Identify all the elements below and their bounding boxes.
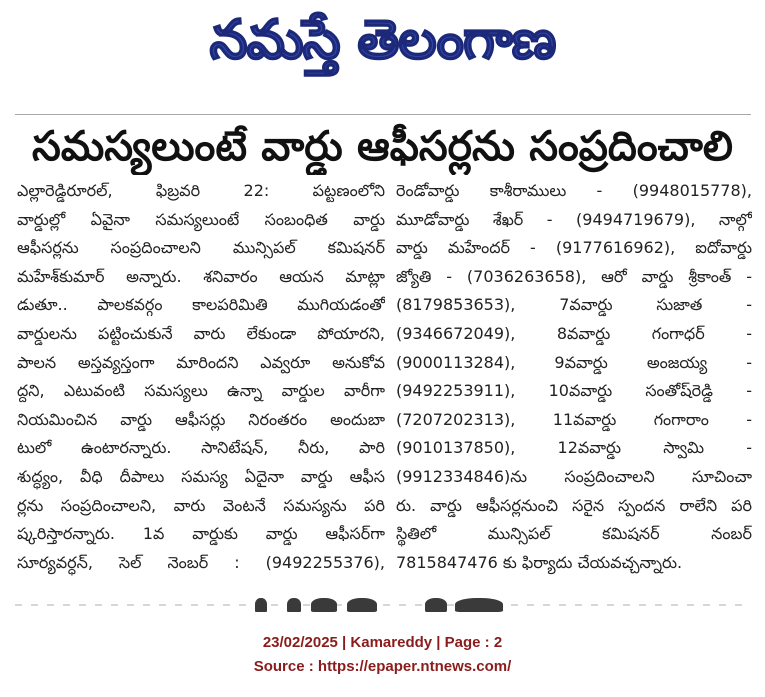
article-line: మహేశ్‌కుమార్ అన్నారు. శనివారం ఆయన మాట్లా: [17, 266, 385, 286]
footer-edition-info: 23/02/2025 | Kamareddy | Page : 2: [262, 634, 503, 651]
masthead-divider: [15, 114, 751, 115]
cut-off-next-headline: [15, 594, 751, 616]
article-line: పాలన అస్తవ్యస్తంగా మారిందని ఎవ్వరూ అనుకోవ: [17, 352, 385, 372]
cut-off-glyph: [287, 598, 301, 612]
article-line: టులో ఉంటారన్నారు. సానిటేషన్, నీరు, పారి: [17, 438, 385, 458]
article-line: రు. వార్డు ఆఫీసర్లనుంచి సరైన స్పందన రాలేని పరి: [396, 495, 752, 515]
article-column-left: [17, 177, 385, 578]
cut-off-text-trace: [15, 604, 751, 606]
article-line: (9492253911), 10వవార్డు సంతోష్‌రెడ్డి -: [396, 381, 752, 401]
article-line: ర్లను సంప్రదించాలని, వారు వెంటనే సమస్యను పరి: [17, 495, 385, 515]
footer-source: Source : https://epaper.ntnews.com/: [253, 658, 512, 675]
article-line: (7207202313), 11వవార్డు గంగారాం -: [396, 409, 752, 429]
article-headline: సమస్యలుంటే వార్డు ఆఫీసర్లను సంప్రదించాలి: [32, 122, 733, 170]
article-line: రెండోవార్డు కాశీరాములు - (9948015778),: [396, 181, 752, 200]
article-line: శుద్ధ్యం, వీధి దీపాలు సమస్య ఏదైనా వార్డు ఆఫీస: [17, 466, 385, 486]
masthead-logo: నమస్తే తెలంగాణ: [209, 8, 556, 71]
article-line: నియమించిన వార్డు ఆఫీసర్లు నిరంతరం అందుబా: [17, 409, 385, 429]
article-line: ష్కరిస్తారన్నారు. 1వ వార్డుకు వార్డు ఆఫీసర్‌గా: [17, 524, 385, 544]
article-line: 7815847476 కు ఫిర్యాదు చేయవచ్చన్నారు.: [396, 552, 683, 572]
cut-off-glyph: [255, 598, 267, 612]
article-line: ఎల్లారెడ్డిరూరల్, ఫిబ్రవరి 22: పట్టణంలోని: [17, 181, 385, 200]
article-line: వార్డులను పట్టించుకునే వారు లేకుండా పోయారని,: [17, 323, 385, 343]
article-line: సూర్యవర్ధన్, సెల్ నెంబర్ : (9492255376),: [17, 552, 385, 572]
article-line: ఆఫీసర్లను సంప్రదించాలని మున్సిపల్ కమిషనర్: [17, 238, 385, 258]
article-column-right: [396, 177, 752, 578]
article-line: వార్డు మహేందర్ - (9177616962), ఐదోవార్డు: [396, 238, 752, 258]
article-line: ద్దని, ఎటువంటి సమస్యలు ఉన్నా వార్డుల వారీగా: [17, 381, 385, 401]
article-line: జ్యోతి - (7036263658), ఆరో వార్డు శ్రీకాంత్ -: [396, 266, 752, 286]
article-line: (9010137850), 12వవార్డు స్వామి -: [396, 438, 752, 458]
cut-off-glyph: [425, 598, 447, 612]
article-line: స్థితిలో మున్సిపల్ కమిషనర్ నంబర్: [396, 524, 752, 544]
article-line: (9912334846)ను సంప్రదించాలని సూచించా: [396, 466, 752, 486]
cut-off-glyph: [347, 598, 377, 612]
cut-off-glyph: [311, 598, 337, 612]
article-line: (8179853653), 7వవార్డు సుజాత -: [396, 295, 752, 315]
article-line: (9346672049), 8వవార్డు గంగాధర్ -: [396, 323, 752, 343]
article-line: మూడోవార్డు శేఖర్ - (9494719679), నాల్గో: [396, 209, 752, 229]
article-line: డుతూ.. పాలకవర్గం కాలపరిమితి ముగియడంతో: [17, 295, 385, 315]
cut-off-glyph: [455, 598, 503, 612]
article-line: వార్డుల్లో ఏవైనా సమస్యలుంటే సంబంధిత వార్డు: [17, 209, 385, 229]
article-line: (9000113284), 9వవార్డు అంజయ్య -: [396, 352, 752, 372]
